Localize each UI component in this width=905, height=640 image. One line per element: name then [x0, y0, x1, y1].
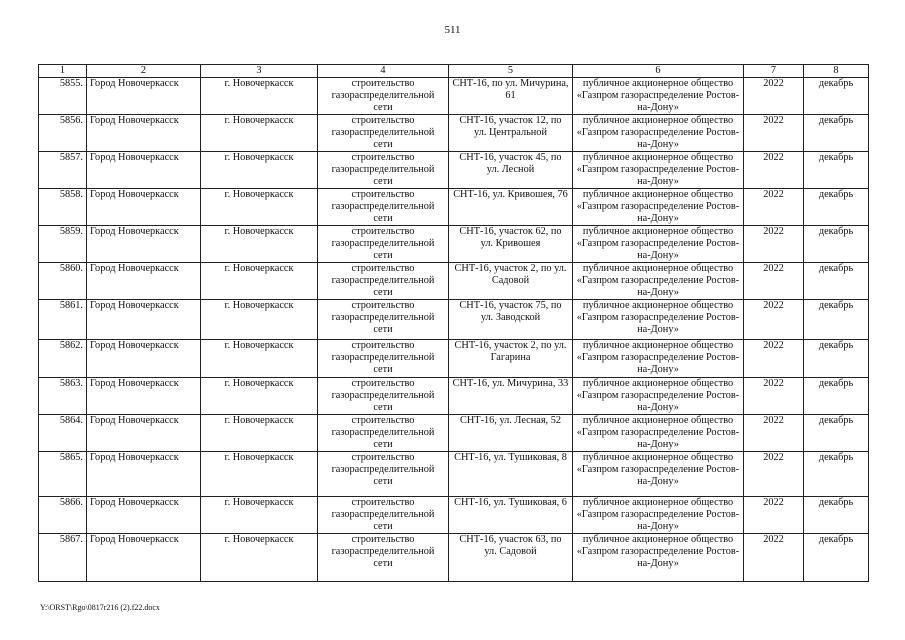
table-row	[39, 378, 869, 415]
cell-work: строительство газораспределительной сети	[318, 115, 449, 152]
cell-settlement: г. Новочеркасск	[201, 226, 318, 263]
cell-work: строительство газораспределительной сети	[318, 226, 449, 263]
cell-month: декабрь	[804, 78, 869, 115]
header-cell: 7	[744, 65, 804, 78]
cell-address: СНТ-16, участок 45, по ул. Лесной	[449, 152, 573, 189]
cell-year: 2022	[744, 378, 804, 415]
table-header-row	[39, 65, 869, 78]
cell-num: 5867.	[39, 534, 87, 582]
cell-settlement: г. Новочеркасск	[201, 263, 318, 300]
cell-num: 5866.	[39, 497, 87, 534]
cell-year: 2022	[744, 189, 804, 226]
cell-settlement: г. Новочеркасск	[201, 378, 318, 415]
table-row	[39, 189, 869, 226]
cell-num: 5861.	[39, 300, 87, 340]
cell-work: строительство газораспределительной сети	[318, 300, 449, 340]
cell-num: 5859.	[39, 226, 87, 263]
cell-district: Город Новочеркасск	[87, 78, 201, 115]
cell-num: 5855.	[39, 78, 87, 115]
table-row	[39, 152, 869, 189]
cell-settlement: г. Новочеркасск	[201, 340, 318, 378]
cell-work: строительство газораспределительной сети	[318, 340, 449, 378]
table-body	[39, 65, 869, 582]
cell-address: СНТ-16, участок 2, по ул. Гагарина	[449, 340, 573, 378]
cell-org: публичное акционерное общество «Газпром газораспределение Ростов-на-Дону»	[573, 115, 744, 152]
cell-org: публичное акционерное общество «Газпром газораспределение Ростов-на-Дону»	[573, 226, 744, 263]
cell-address: СНТ-16, ул. Тушиковая, 6	[449, 497, 573, 534]
cell-month: декабрь	[804, 340, 869, 378]
cell-district: Город Новочеркасск	[87, 300, 201, 340]
cell-month: декабрь	[804, 497, 869, 534]
cell-org: публичное акционерное общество «Газпром газораспределение Ростов-на-Дону»	[573, 263, 744, 300]
cell-num: 5856.	[39, 115, 87, 152]
cell-settlement: г. Новочеркасск	[201, 115, 318, 152]
header-cell: 6	[573, 65, 744, 78]
cell-work: строительство газораспределительной сети	[318, 497, 449, 534]
cell-num: 5865.	[39, 452, 87, 497]
cell-org: публичное акционерное общество «Газпром газораспределение Ростов-на-Дону»	[573, 189, 744, 226]
cell-month: декабрь	[804, 226, 869, 263]
header-cell: 5	[449, 65, 573, 78]
header-cell: 2	[87, 65, 201, 78]
cell-district: Город Новочеркасск	[87, 189, 201, 226]
cell-year: 2022	[744, 300, 804, 340]
cell-address: СНТ-16, ул. Тушиковая, 8	[449, 452, 573, 497]
cell-num: 5860.	[39, 263, 87, 300]
cell-district: Город Новочеркасск	[87, 340, 201, 378]
cell-month: декабрь	[804, 115, 869, 152]
table-row	[39, 226, 869, 263]
cell-year: 2022	[744, 534, 804, 582]
cell-num: 5864.	[39, 415, 87, 452]
table-row	[39, 340, 869, 378]
cell-work: строительство газораспределительной сети	[318, 78, 449, 115]
cell-address: СНТ-16, ул. Лесная, 52	[449, 415, 573, 452]
cell-address: СНТ-16, по ул. Мичурина, 61	[449, 78, 573, 115]
header-cell: 4	[318, 65, 449, 78]
cell-district: Город Новочеркасск	[87, 415, 201, 452]
cell-settlement: г. Новочеркасск	[201, 78, 318, 115]
register-table	[38, 64, 869, 582]
cell-num: 5862.	[39, 340, 87, 378]
cell-month: декабрь	[804, 534, 869, 582]
cell-settlement: г. Новочеркасск	[201, 497, 318, 534]
cell-district: Город Новочеркасск	[87, 226, 201, 263]
cell-address: СНТ-16, ул. Кривошея, 76	[449, 189, 573, 226]
cell-address: СНТ-16, ул. Мичурина, 33	[449, 378, 573, 415]
cell-settlement: г. Новочеркасск	[201, 452, 318, 497]
cell-month: декабрь	[804, 300, 869, 340]
cell-month: декабрь	[804, 378, 869, 415]
cell-address: СНТ-16, участок 62, по ул. Кривошея	[449, 226, 573, 263]
cell-work: строительство газораспределительной сети	[318, 152, 449, 189]
table-row	[39, 497, 869, 534]
cell-work: строительство газораспределительной сети	[318, 189, 449, 226]
cell-org: публичное акционерное общество «Газпром газораспределение Ростов-на-Дону»	[573, 534, 744, 582]
header-cell: 3	[201, 65, 318, 78]
cell-org: публичное акционерное общество «Газпром газораспределение Ростов-на-Дону»	[573, 78, 744, 115]
cell-year: 2022	[744, 152, 804, 189]
cell-month: декабрь	[804, 263, 869, 300]
cell-settlement: г. Новочеркасск	[201, 415, 318, 452]
file-path: Y:\ORST\Rgo\0817r216 (2).f22.docx	[40, 603, 160, 612]
header-cell: 8	[804, 65, 869, 78]
cell-work: строительство газораспределительной сети	[318, 534, 449, 582]
cell-settlement: г. Новочеркасск	[201, 300, 318, 340]
cell-work: строительство газораспределительной сети	[318, 263, 449, 300]
cell-year: 2022	[744, 415, 804, 452]
cell-work: строительство газораспределительной сети	[318, 378, 449, 415]
cell-year: 2022	[744, 452, 804, 497]
cell-org: публичное акционерное общество «Газпром газораспределение Ростов-на-Дону»	[573, 340, 744, 378]
table-row	[39, 263, 869, 300]
cell-district: Город Новочеркасск	[87, 497, 201, 534]
cell-org: публичное акционерное общество «Газпром газораспределение Ростов-на-Дону»	[573, 415, 744, 452]
cell-month: декабрь	[804, 189, 869, 226]
cell-address: СНТ-16, участок 63, по ул. Садовой	[449, 534, 573, 582]
cell-org: публичное акционерное общество «Газпром газораспределение Ростов-на-Дону»	[573, 300, 744, 340]
table-row	[39, 115, 869, 152]
cell-settlement: г. Новочеркасск	[201, 534, 318, 582]
cell-year: 2022	[744, 340, 804, 378]
table-row	[39, 452, 869, 497]
cell-num: 5863.	[39, 378, 87, 415]
cell-district: Город Новочеркасск	[87, 115, 201, 152]
cell-address: СНТ-16, участок 12, по ул. Центральной	[449, 115, 573, 152]
cell-address: СНТ-16, участок 2, по ул. Садовой	[449, 263, 573, 300]
cell-num: 5857.	[39, 152, 87, 189]
cell-year: 2022	[744, 263, 804, 300]
table-row	[39, 300, 869, 340]
cell-year: 2022	[744, 115, 804, 152]
cell-month: декабрь	[804, 452, 869, 497]
cell-district: Город Новочеркасск	[87, 452, 201, 497]
cell-district: Город Новочеркасск	[87, 263, 201, 300]
table-row	[39, 78, 869, 115]
cell-district: Город Новочеркасск	[87, 534, 201, 582]
cell-year: 2022	[744, 78, 804, 115]
cell-month: декабрь	[804, 415, 869, 452]
cell-org: публичное акционерное общество «Газпром газораспределение Ростов-на-Дону»	[573, 152, 744, 189]
cell-org: публичное акционерное общество «Газпром газораспределение Ростов-на-Дону»	[573, 378, 744, 415]
cell-work: строительство газораспределительной сети	[318, 452, 449, 497]
header-cell: 1	[39, 65, 87, 78]
cell-year: 2022	[744, 497, 804, 534]
page-number: 511	[444, 24, 461, 36]
table-row	[39, 415, 869, 452]
cell-org: публичное акционерное общество «Газпром газораспределение Ростов-на-Дону»	[573, 452, 744, 497]
cell-month: декабрь	[804, 152, 869, 189]
cell-district: Город Новочеркасск	[87, 378, 201, 415]
cell-num: 5858.	[39, 189, 87, 226]
cell-work: строительство газораспределительной сети	[318, 415, 449, 452]
cell-address: СНТ-16, участок 75, по ул. Заводской	[449, 300, 573, 340]
cell-settlement: г. Новочеркасск	[201, 152, 318, 189]
cell-district: Город Новочеркасск	[87, 152, 201, 189]
cell-settlement: г. Новочеркасск	[201, 189, 318, 226]
cell-org: публичное акционерное общество «Газпром газораспределение Ростов-на-Дону»	[573, 497, 744, 534]
table-row	[39, 534, 869, 582]
cell-year: 2022	[744, 226, 804, 263]
